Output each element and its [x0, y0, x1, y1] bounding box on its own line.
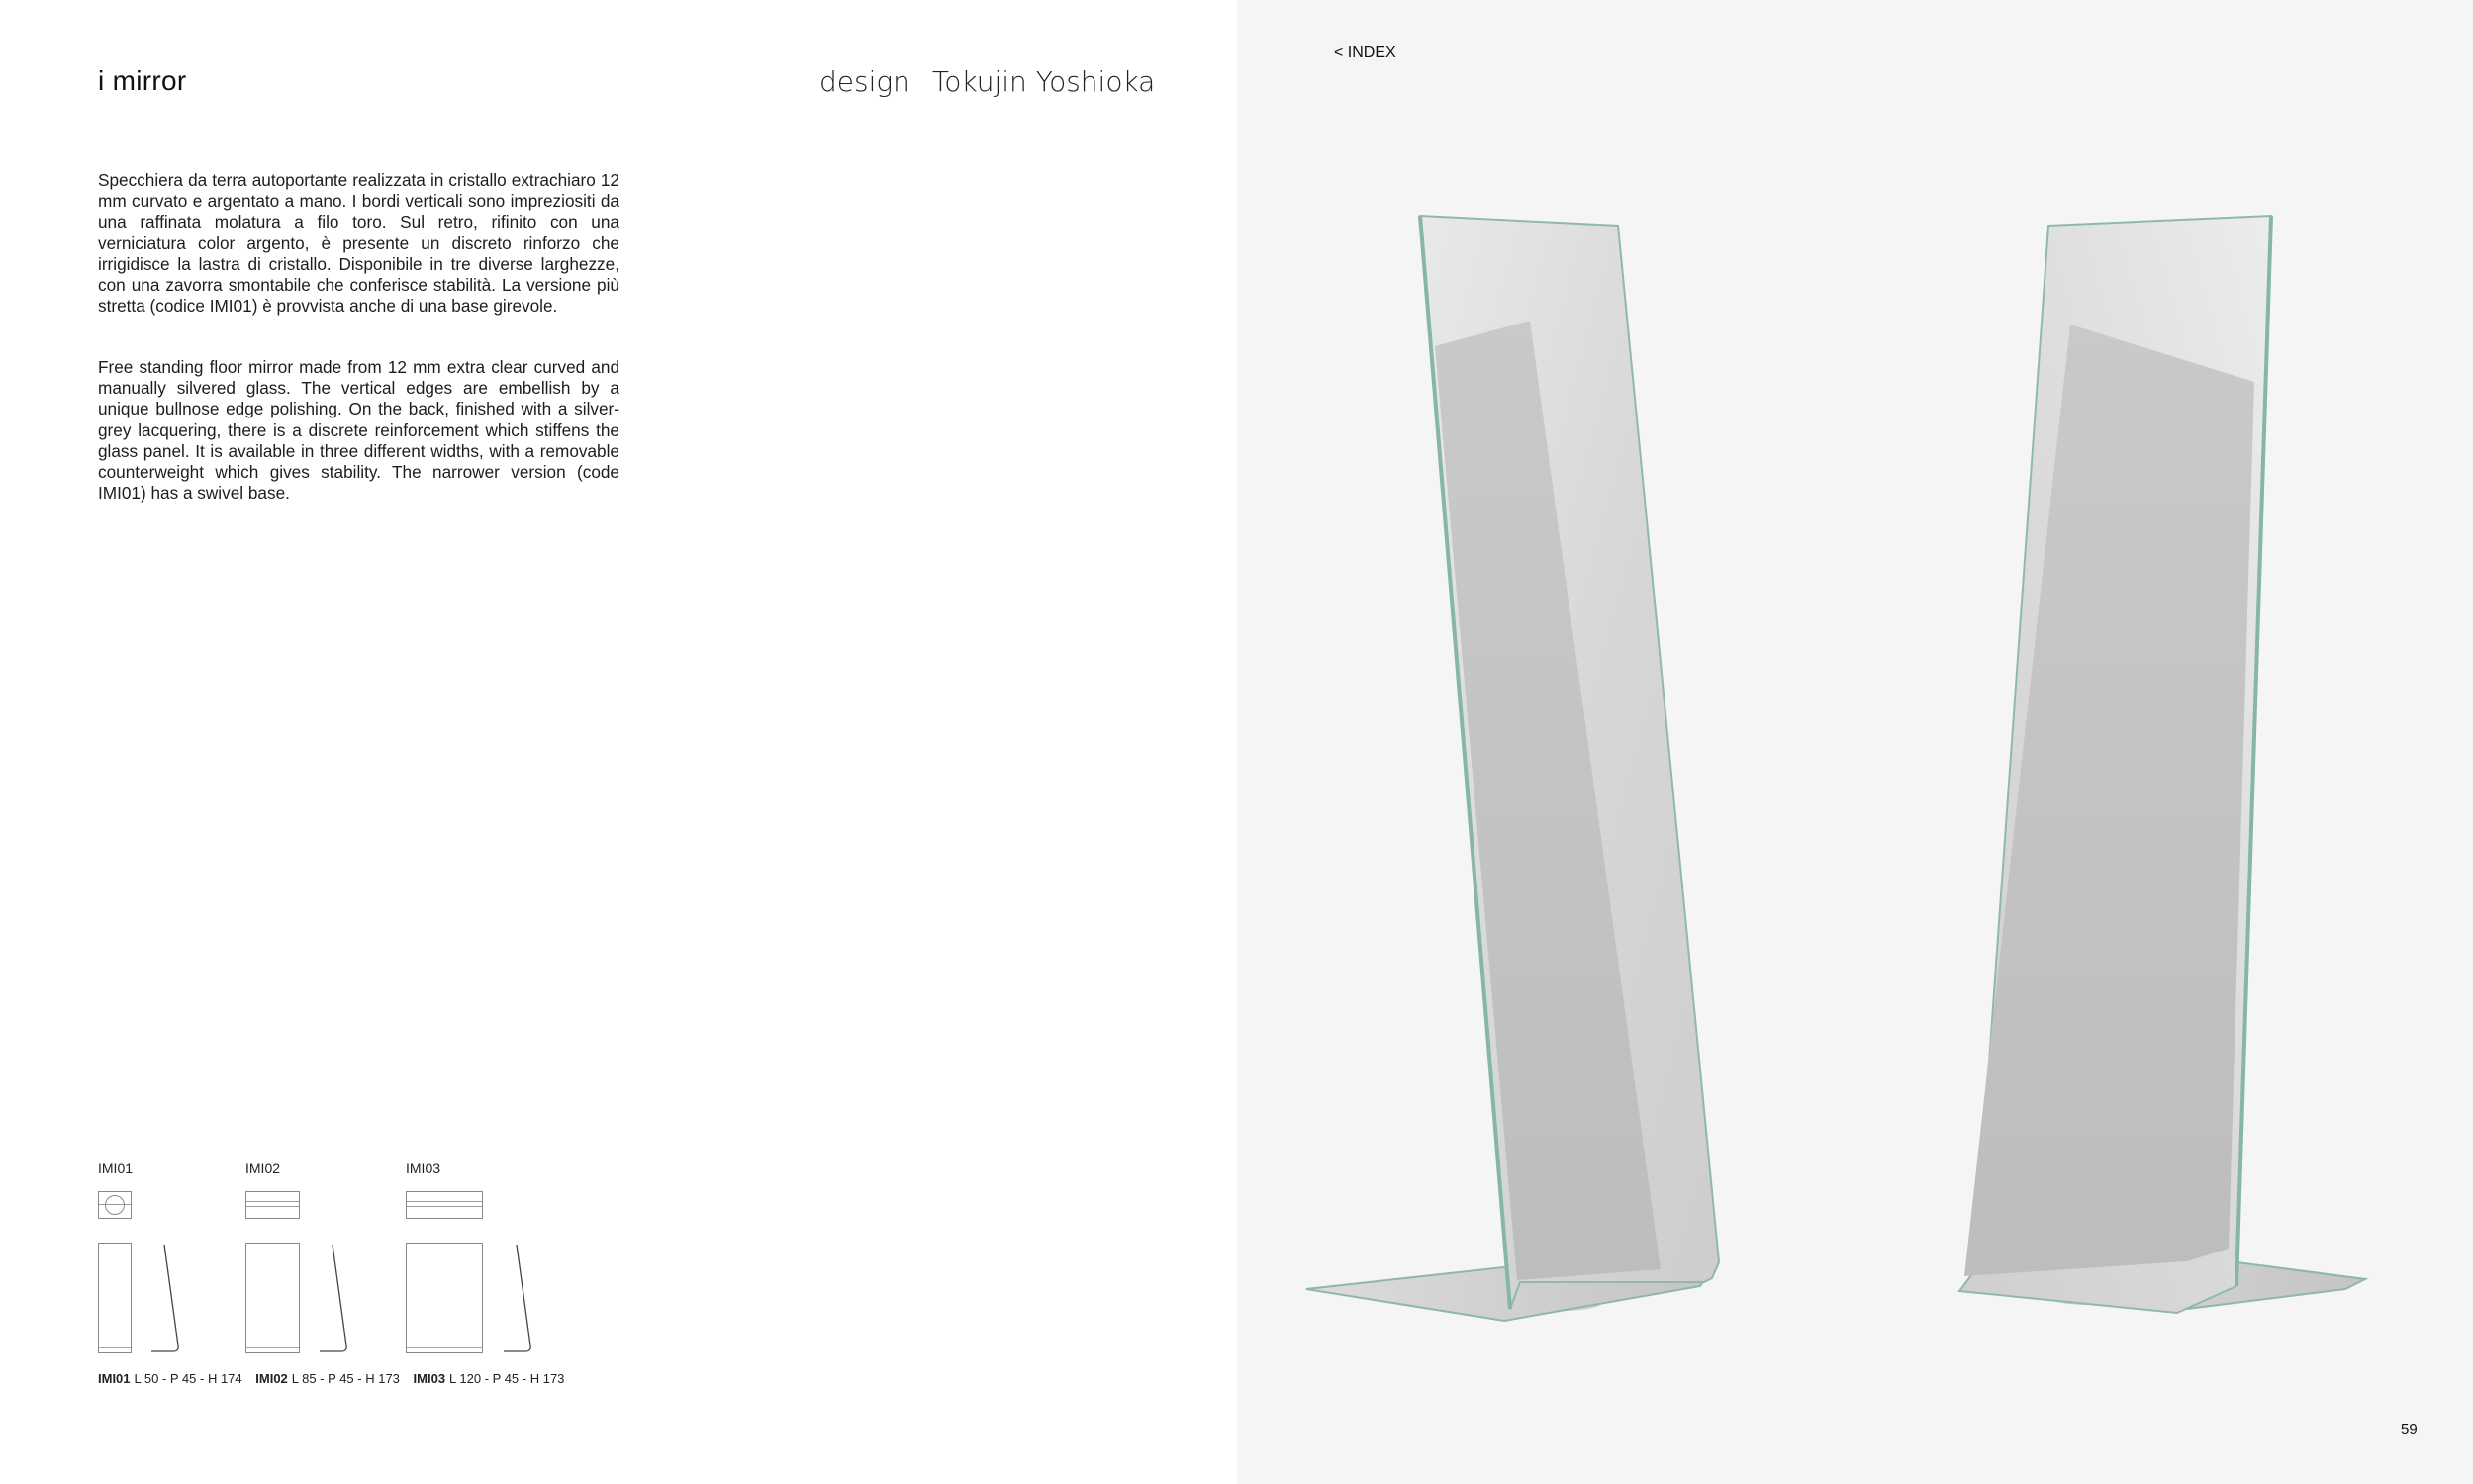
- dims-imi03: IMI03 L 120 - P 45 - H 173: [413, 1371, 565, 1386]
- designer-name: Tokujin Yoshioka: [931, 65, 1156, 98]
- side-view-imi01: [150, 1243, 190, 1353]
- product-title: i mirror: [98, 65, 187, 96]
- variant-label-imi03: IMI03: [406, 1160, 441, 1176]
- dimensions-row: [98, 1371, 574, 1386]
- design-label: design: [819, 65, 910, 98]
- plan-view-imi03: [406, 1191, 483, 1219]
- swivel-base-circle: [105, 1195, 125, 1215]
- dims-imi01: IMI01 L 50 - P 45 - H 174: [98, 1371, 242, 1386]
- front-view-imi02: [245, 1243, 300, 1353]
- side-view-imi02: [319, 1243, 358, 1353]
- description-italian: Specchiera da terra autoportante realizzata in cristallo extrachiaro 12 mm curvato e argentato a mano. I bordi verticali sono impreziositi da una raffinata molatura a filo toro. Sul retro, rifinito con una verniciatura color argento, è presente un discreto rinforzo che irrigidisce la lastra di cristallo. Disponibile in tre diverse larghezze, con una zavorra smontabile che conferisce stabilità. La versione più stretta (codice IMI01) è provvista anche di una base girevole.: [98, 170, 619, 317]
- designer-credit: [819, 65, 1155, 98]
- page-number: 59: [2401, 1421, 2418, 1438]
- index-link[interactable]: < INDEX: [1334, 45, 1396, 61]
- side-view-imi03: [503, 1243, 542, 1353]
- front-view-imi03: [406, 1243, 483, 1353]
- description-english: Free standing floor mirror made from 12 mm extra clear curved and manually silvered glass. The vertical edges are embellish by a unique bullnose edge polishing. On the back, finished with a silver-grey lacquering, there is a discrete reinforcement which stiffens the glass panel. It is available in three different widths, with a removable counterweight which gives stability. The narrower version (code IMI01) has a swivel base.: [98, 357, 619, 504]
- front-view-imi01: [98, 1243, 132, 1353]
- variant-label-imi01: IMI01: [98, 1160, 134, 1176]
- left-mirror: [1306, 216, 1719, 1321]
- plan-view-imi01: [98, 1191, 132, 1219]
- right-mirror: [1959, 216, 2365, 1313]
- plan-view-imi02: [245, 1191, 300, 1219]
- variant-label-imi02: IMI02: [245, 1160, 281, 1176]
- dims-imi02: IMI02 L 85 - P 45 - H 173: [255, 1371, 400, 1386]
- product-photo: [1237, 0, 2473, 1484]
